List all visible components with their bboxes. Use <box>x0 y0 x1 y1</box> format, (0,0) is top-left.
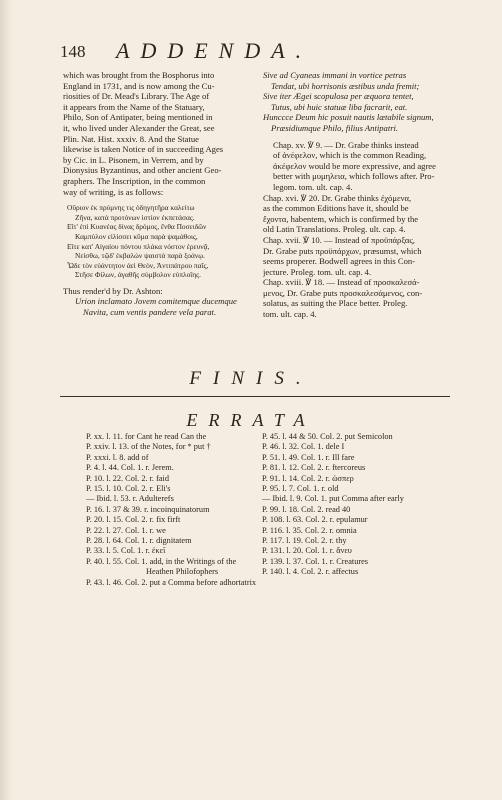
errata-entry: P. 139. l. 37. Col. 1. r. Creatures <box>262 556 369 566</box>
text-line: it, who lived under Alexander the Great, see <box>63 122 215 133</box>
errata-entry: P. xxiv. l. 13. of the Notes, for * put † <box>86 442 211 452</box>
text-line: way of writing, is as follows: <box>63 186 164 197</box>
errata-entry: P. 40. l. 55. Col. 1. add, in the Writings of the <box>86 556 237 566</box>
chapter-note <box>263 235 451 277</box>
latin-verse <box>63 296 249 317</box>
errata-entry: P. 43. l. 46. Col. 2. put a Comma before adhortatrix <box>86 577 257 587</box>
verse-line: Tutus, ubi huic statuæ liba facrarit, eat. <box>271 101 408 112</box>
errata-entry: P. 20. l. 15. Col. 2. r. fix firft <box>86 515 181 525</box>
errata-entry: P. 140. l. 4. Col. 2. r. affectus <box>262 567 359 577</box>
left-column <box>63 70 249 318</box>
latin-verse-continued <box>263 70 451 134</box>
text-line: likewise is taken Notice of in succeeding Ages <box>63 144 224 155</box>
errata-left-column <box>86 432 264 588</box>
text-line: jecture. Proleg. tom. ult. cap. 4. <box>263 266 372 277</box>
text-line: Chap. xvii. ℣ 10. — Instead of προϋπάρξας, <box>263 234 415 245</box>
errata-entry: P. 131. l. 20. Col. 1. r. ἄνευ <box>262 546 352 556</box>
errata-right-column <box>262 432 452 578</box>
text-line: of ἀνέφελον, which is the common Reading, <box>273 150 427 161</box>
errata-entry: P. 117. l. 19. Col. 2. r. thy <box>262 536 347 546</box>
errata-entry: P. 33. l. 5. Col. 1. r. ἐκεῖ <box>86 546 166 556</box>
errata-entry: P. 91. l. 14. Col. 2. r. ὡσπερ <box>262 473 354 483</box>
finis-heading: FINIS. <box>189 368 313 389</box>
greek-inscription <box>67 203 249 280</box>
greek-line: Ζῆνα, κατὰ προτόνων ἱστίον ἐκπετάσας. <box>75 212 195 222</box>
verse-line: Sive ad Cyaneas immani in vortice petras <box>263 70 407 80</box>
greek-line: Στῆσε Φίλων, ἀγαθῆς σύμβολον εὐπλοΐης. <box>75 270 201 280</box>
text-line: better with μυμηλεια, which follows after. Pro- <box>273 171 435 182</box>
text-line: graphers. The Inscription, in the common <box>63 175 206 186</box>
errata-heading: ERRATA <box>186 410 316 430</box>
errata-entry: P. 99. l. 18. Col. 2. read 40 <box>262 504 351 514</box>
right-column <box>263 70 451 320</box>
errata-entry: — Ibid. l. 53. r. Adulterefs <box>86 494 174 504</box>
errata-entry: P. 46. l. 32. Col. 1. dele I <box>262 442 345 452</box>
errata-entry: P. 10. l. 22. Col. 2. r. faid <box>86 473 169 483</box>
text-line: old Latin Translations. Proleg. ult. cap. 4. <box>263 224 406 235</box>
running-head: ADDENDA. <box>116 38 313 63</box>
errata-entry: P. 16. l. 37 & 39. r. incoinquinatorum <box>86 504 210 514</box>
verse-line: Hunccce Deum hic posuit nautis lætabile signum, <box>263 112 434 123</box>
errata-entry: P. 81. l. 12. Col. 2. r. ftercoreus <box>262 463 366 473</box>
errata-entry: P. 45. l. 44 & 50. Col. 2. put Semicolon <box>262 432 393 441</box>
text-line: seems properer. Bodwell agrees in this Con- <box>263 256 416 267</box>
greek-line: Καμπύλον εἱλίσσει κῦμα παρὰ ψαμάθοις, <box>75 231 198 241</box>
horizontal-rule <box>60 396 450 397</box>
verse-line: Urion inclamato Jovem comitemque ducemque <box>75 296 237 307</box>
errata-entry: — Ibid. l. 9. Col. 1. put Comma after early <box>262 494 404 504</box>
errata-entry: P. 51. l. 49. Col. 1. r. Ill fare <box>262 452 355 462</box>
text-line: ἔχοντα, habentem, which is confirmed by the <box>263 213 419 224</box>
greek-line: Εἴτ' ἐπὶ Κυανέας δίνας δρόμος, ἔνθα Ποσειδῶν <box>67 222 207 232</box>
text-line: solatus, as suiting the Place better. Proleg. <box>263 298 408 309</box>
text-line: Chap. xviii. ℣ 18. — Instead of προσκαλεσά- <box>263 277 420 288</box>
text-line: Chap. xv. ℣ 9. — Dr. Grabe thinks instead <box>273 139 419 150</box>
text-line: Dr. Grabe puts προϋπάρχων, præsumst, which <box>263 245 422 256</box>
text-line: by Cic. in L. Pisonem, in Verrem, and by <box>63 154 204 165</box>
text-line: which was brought from the Bosphorus into <box>63 70 215 80</box>
errata-entry: P. xx. l. 11. for Cant he read Can the <box>86 432 207 441</box>
text-line: Philo, Son of Antipater, being mentioned in <box>63 112 213 123</box>
text-line: Plin. Nat. Hist. xxxiv. 8. And the Statue <box>63 133 199 144</box>
page-header <box>60 38 452 68</box>
errata-entry: P. 108. l. 63. Col. 2. r. epulamur <box>262 515 368 525</box>
verse-line: Tendat, ubi horrisonis æstibus unda fremit; <box>271 80 420 91</box>
greek-line: Νείσθω, τῷδ' ἐκβαλὼν ψαιστὰ παρὰ ξοάνῳ. <box>75 251 205 261</box>
greek-line: Εἴτε κατ' Αἰγαίου πόντου πλάκα νόστον ἐρευνᾷ, <box>67 241 210 251</box>
text-line: legom. tom. ult. cap. 4. <box>273 181 353 192</box>
chapter-note <box>263 140 451 193</box>
errata-entry: P. 22. l. 27. Col. 1. r. we <box>86 525 166 535</box>
chapter-note <box>263 277 451 319</box>
page-fold-shadow <box>0 0 12 800</box>
body-paragraph <box>63 70 249 197</box>
text-line: England in 1731, and is now among the Cu- <box>63 80 215 91</box>
errata-entry: P. 95. l. 7. Col. 1. r. old <box>262 484 339 494</box>
text-line: Dionysius Byzantinus, and other ancient Geo- <box>63 165 222 176</box>
text-line: as the common Editions have it, should be <box>263 203 409 214</box>
text-line: tom. ult. cap. 4. <box>263 309 317 320</box>
greek-line: Ὧδε τὸν εὐάντητον ἀεὶ Θεὸν, Ἀντιπάτρου παῖς, <box>67 260 209 270</box>
errata-entry: P. 4. l. 44. Col. 1. r. Jerem. <box>86 463 174 473</box>
greek-line: Οὔριον ἐκ πρύμνης τις ὁδηγητῆρα καλείτω <box>67 203 195 213</box>
errata-entry: P. 116. l. 35. Col. 2. r. omnia <box>262 525 357 535</box>
page-number: 148 <box>60 42 86 61</box>
text-line: Chap. xvi. ℣ 20. Dr. Grabe thinks ἐχόμενα, <box>263 192 412 203</box>
verse-line: Navita, cum ventis pandere vela parat. <box>83 307 217 318</box>
verse-line: Præsidiumque Philo, filius Antipatri. <box>271 122 399 133</box>
text-line: riosities of Dr. Mead's Library. The Age of <box>63 91 210 102</box>
errata-entry-continuation: Heathen Philofophers <box>146 567 219 577</box>
chapter-note <box>263 193 451 235</box>
errata-entry: P. 28. l. 64. Col. 1. r. dignitatem <box>86 536 192 546</box>
text-line: μενος, Dr. Grabe puts προσκαλεσάμενος, con- <box>263 287 423 298</box>
text-line: ἀκέφελον would be more expressive, and agree <box>273 160 436 171</box>
errata-entry: P. xxxi. l. 8. add of <box>86 452 149 462</box>
verse-line: Sive iter Ægei scopulosa per æquora tentet, <box>263 91 414 102</box>
text-line: it appears from the Name of the Statuary, <box>63 101 205 112</box>
errata-entry: P. 15. l. 10. Col. 2. r. Eli's <box>86 484 171 494</box>
translation-intro: Thus render'd by Dr. Ashton: <box>63 285 163 296</box>
